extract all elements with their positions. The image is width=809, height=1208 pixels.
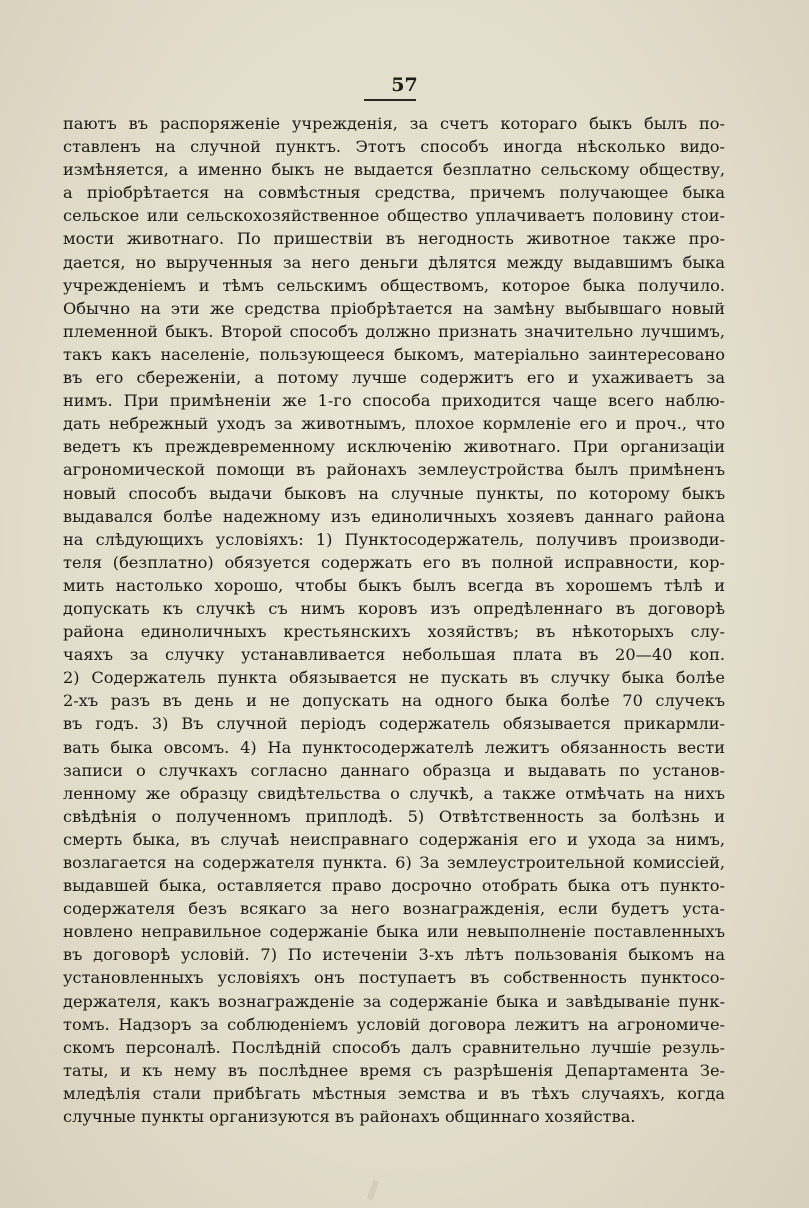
text-line: такъ какъ населеніе, пользующееся быкомъ, матеріально заинтересовано [63,344,725,364]
text-line: мить настолько хорошо, чтобы быкъ былъ всегда въ хорошемъ тѣлѣ и [63,575,725,595]
text-line: установленныхъ условіяхъ онъ поступаетъ въ собственность пунктосо- [63,968,725,988]
text-line: района единоличныхъ крестьянскихъ хозяйствъ; въ нѣкоторыхъ слу- [63,622,725,642]
text-line: скомъ персоналѣ. Послѣдній способъ далъ сравнительно лучшіе резуль- [63,1037,725,1057]
text-line: въ договорѣ условій. 7) По истеченіи 3-хъ лѣтъ пользованія быкомъ на [63,945,725,965]
text-line: новлено неправильное содержаніе быка или невыполненіе поставленныхъ [63,922,725,942]
text-line: мледѣлія стали прибѣгать мѣстныя земства и въ тѣхъ случаяхъ, когда [63,1083,725,1103]
text-line: племенной быкъ. Второй способъ должно признать значительно лучшимъ, [63,321,725,341]
text-line: содержателя безъ всякаго за него вознагражденія, если будетъ уста- [63,899,725,919]
text-line: а пріобрѣтается на совмѣстныя средства, причемъ получающее быка [63,183,725,203]
text-line: измѣняется, а именно быкъ не выдается безплатно сельскому обществу, [63,160,725,180]
text-line: новый способъ выдачи быковъ на случные пункты, по которому быкъ [63,483,725,503]
text-line: мости животнаго. По пришествіи въ негодность животное также про- [63,229,725,249]
text-line: таты, и къ нему въ послѣднее время съ разрѣшенія Департамента Зе- [63,1060,725,1080]
text-line: дать небрежный уходъ за животнымъ, плохое кормленіе его и проч., что [63,414,725,434]
body-paragraph [63,112,725,1128]
text-line: допускать къ случкѣ съ нимъ коровъ изъ опредѣленнаго въ договорѣ [63,598,725,618]
text-line: на слѣдующихъ условіяхъ: 1) Пунктосодержатель, получивъ производи- [63,529,725,549]
text-line: 2-хъ разъ въ день и не допускать на одного быка болѣе 70 случекъ [63,691,725,711]
paper-mark [367,1180,379,1201]
text-line: ленному же образцу свидѣтельства о случкѣ, а также отмѣчать на нихъ [63,783,725,803]
text-line: возлагается на содержателя пункта. 6) За землеустроительной комиссіей, [63,853,725,872]
text-line: томъ. Надзоръ за соблюденіемъ условій договора лежитъ на агрономиче- [63,1014,725,1034]
text-line: дается, но вырученныя за него деньги дѣлятся между выдавшимъ быка [63,252,725,272]
text-line: нимъ. При примѣненіи же 1-го способа приходится чаще всего наблю- [63,391,725,411]
text-line: чаяхъ за случку устанавливается небольшая плата въ 20—40 коп. [63,645,725,665]
text-line: теля (безплатно) обязуется содержать его въ полной исправности, кор- [63,552,725,572]
text-line: агрономической помощи въ районахъ землеустройства былъ примѣненъ [63,460,725,480]
text-line: ведетъ къ преждевременному исключенію животнаго. При организаціи [63,437,725,457]
page-number-underline [364,99,416,101]
text-line: въ годъ. 3) Въ случной періодъ содержатель обязывается прикармли- [63,714,725,734]
text-line: свѣдѣнія о полученномъ приплодѣ. 5) Отвѣтственность за болѣзнь и [63,806,725,826]
text-line: Обычно на эти же средства пріобрѣтается на замѣну выбывшаго новый [63,298,725,318]
text-line: смерть быка, въ случаѣ неисправнаго содержанія его и ухода за нимъ, [63,829,725,849]
text-line: выдавался болѣе надежному изъ единоличныхъ хозяевъ даннаго района [63,506,725,526]
page-number: 57 [391,74,418,96]
text-line: въ его сбереженіи, а потому лучше содержитъ его и ухаживаетъ за [63,368,725,388]
text-line: ставленъ на случной пунктъ. Этотъ способъ иногда нѣсколько видо- [63,137,725,157]
text-line: случные пункты организуются въ районахъ общиннаго хозяйства. [63,1107,636,1127]
text-line: учрежденіемъ и тѣмъ сельскимъ обществомъ, которое быка получило. [63,275,725,295]
text-line: сельское или сельскохозяйственное общество уплачиваетъ половину стои- [63,206,725,226]
text-line: вать быка овсомъ. 4) На пунктосодержателѣ лежитъ обязанность вести [63,737,725,757]
text-line: выдавшей быка, оставляется право досрочно отобрать быка отъ пункто- [63,876,725,896]
text-line: держателя, какъ вознагражденіе за содержаніе быка и завѣдываніе пунк- [63,991,725,1011]
text-line: паютъ въ распоряженіе учрежденія, за счетъ котораго быкъ былъ по- [63,114,725,133]
text-line: 2) Содержатель пункта обязывается не пускать въ случку быка болѣе [63,668,725,688]
text-line: записи о случкахъ согласно даннаго образца и выдавать по установ- [63,760,725,780]
